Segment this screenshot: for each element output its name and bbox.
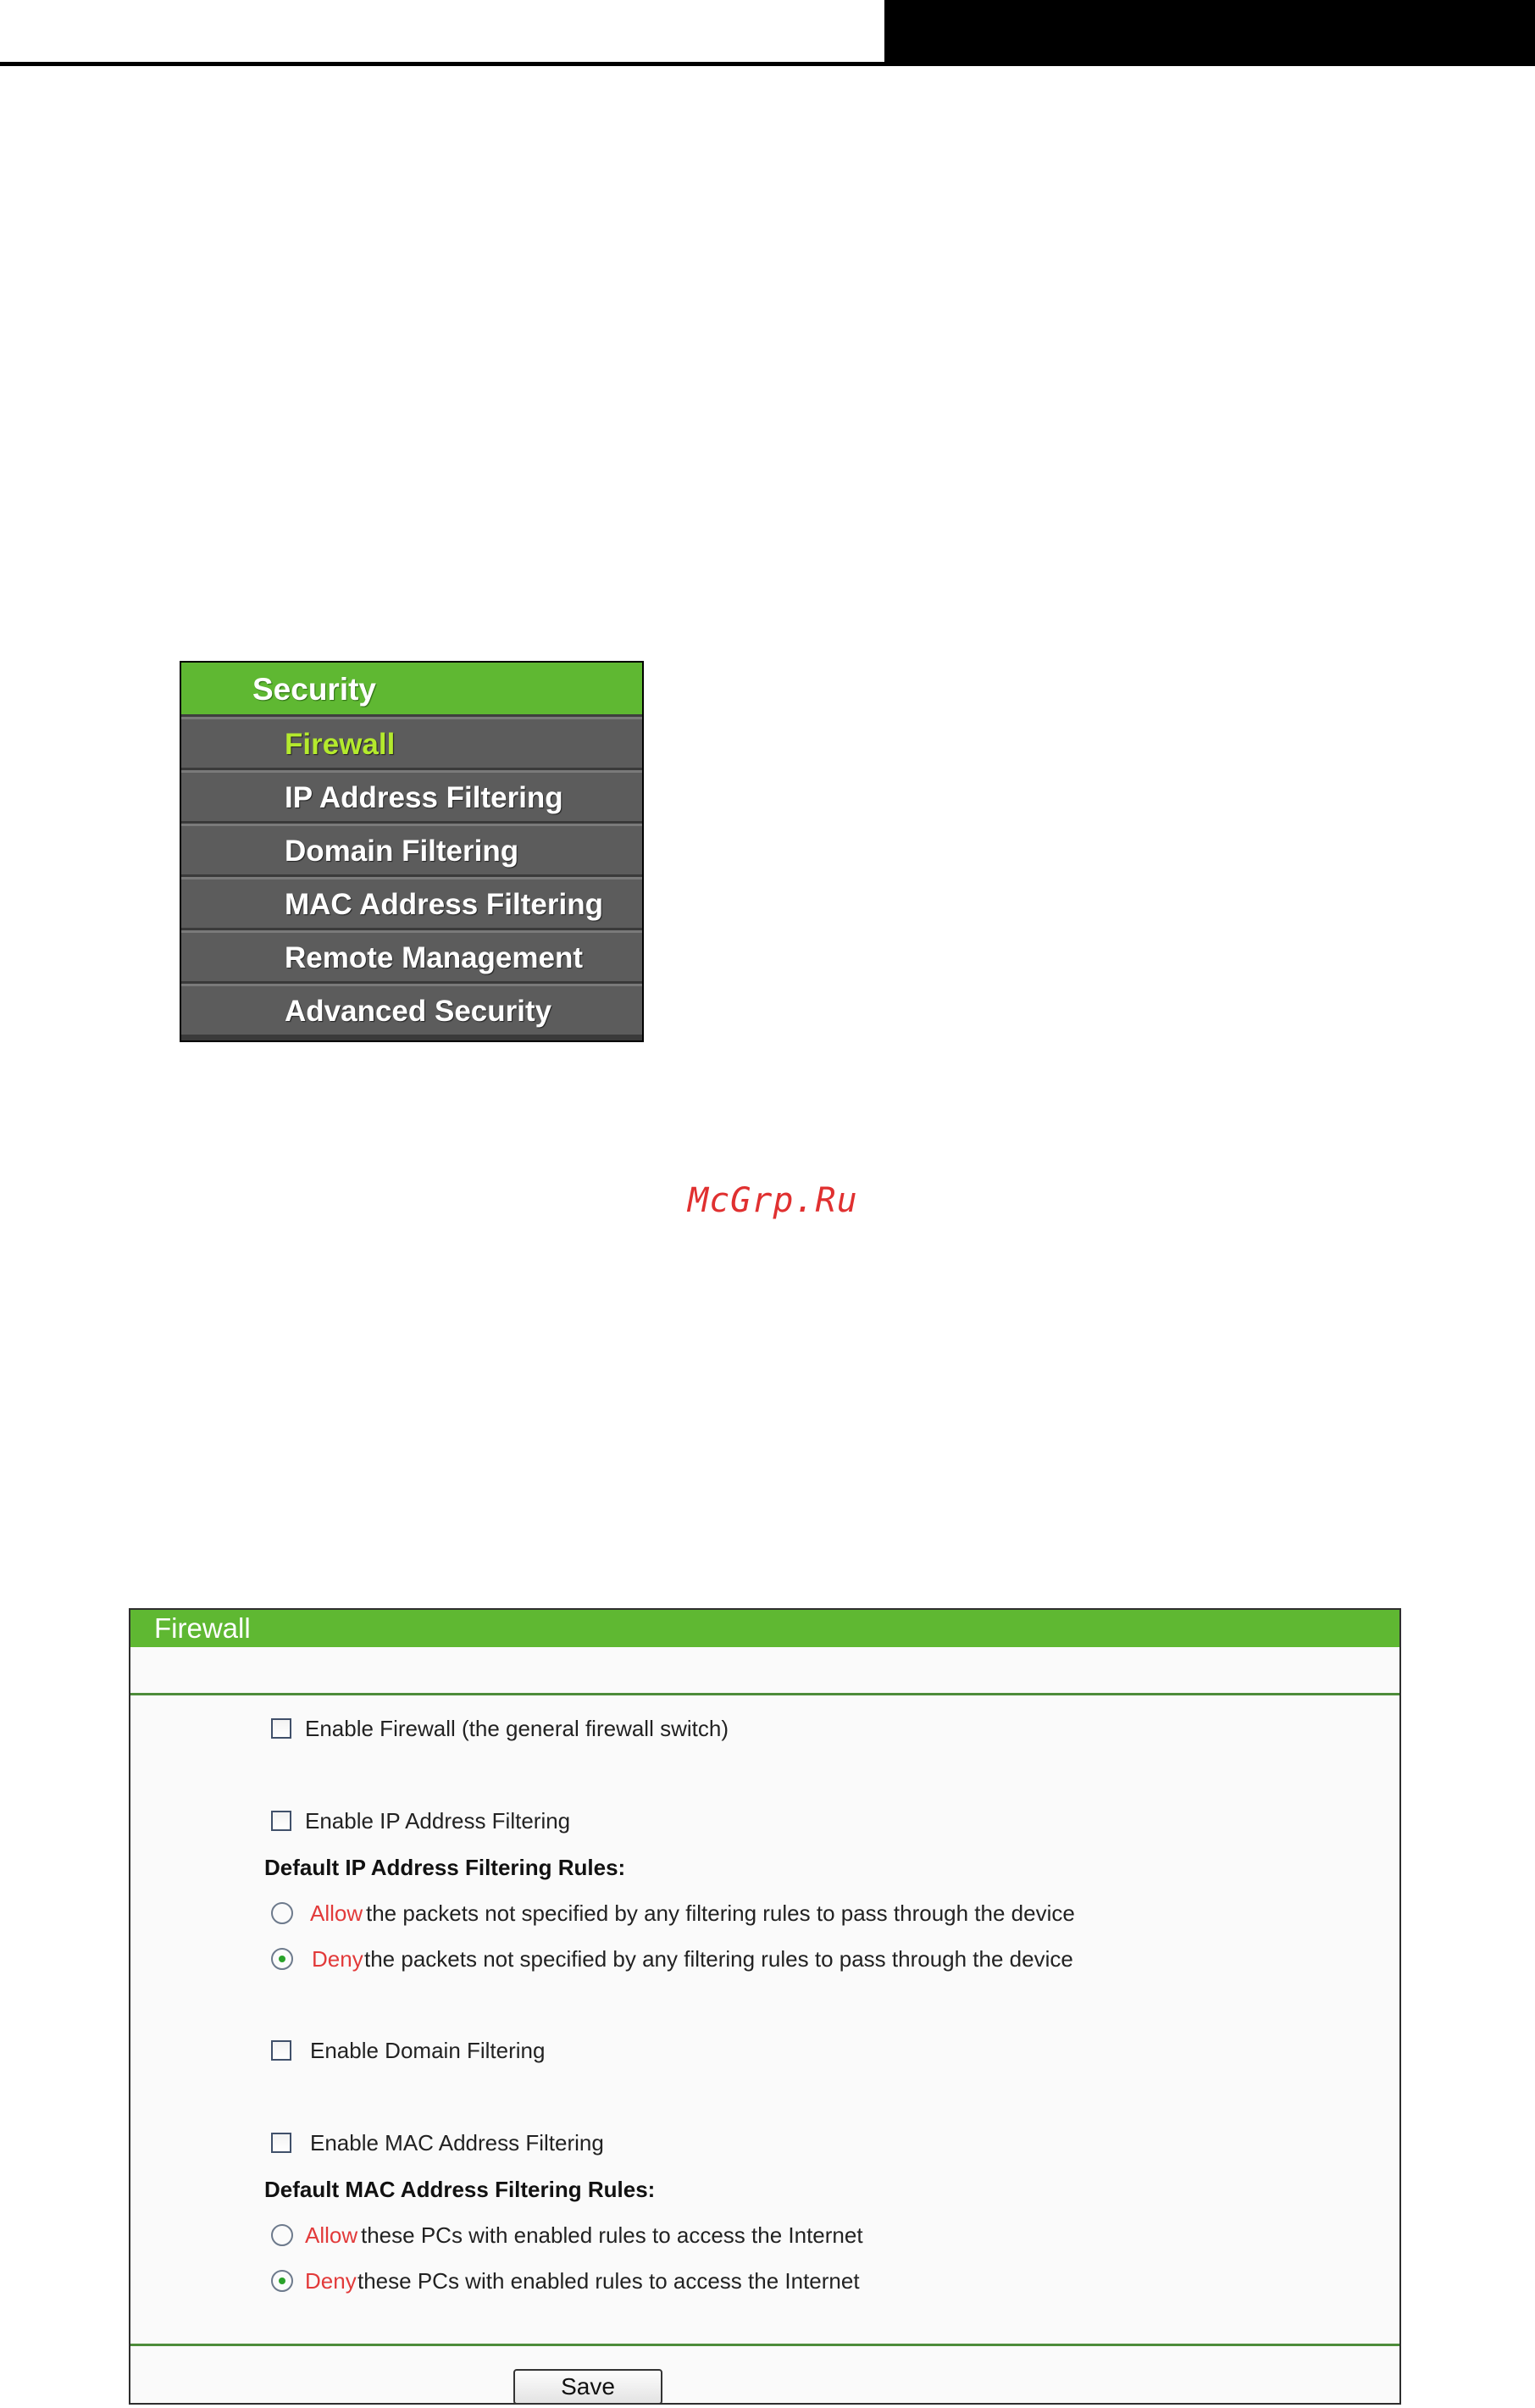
ip-allow-keyword: Allow — [310, 1900, 363, 1926]
menu-item-ip-address-filtering[interactable]: IP Address Filtering — [181, 770, 642, 821]
enable-mac-filtering-checkbox[interactable] — [271, 2133, 291, 2153]
mac-allow-radio[interactable] — [271, 2224, 293, 2246]
ip-deny-keyword: Deny — [312, 1946, 363, 1972]
mac-deny-keyword: Deny — [305, 2268, 357, 2294]
menu-item-mac-address-filtering[interactable]: MAC Address Filtering — [181, 877, 642, 928]
mac-allow-keyword: Allow — [305, 2222, 358, 2248]
panel-title: Firewall — [130, 1610, 1399, 1647]
enable-ip-filtering-label: Enable IP Address Filtering — [305, 1808, 571, 1834]
enable-domain-filtering-checkbox[interactable] — [271, 2040, 291, 2061]
header-block — [884, 0, 1535, 62]
ip-deny-text: the packets not specified by any filtering rules to pass through the device — [364, 1946, 1073, 1972]
menu-item-domain-filtering[interactable]: Domain Filtering — [181, 824, 642, 874]
watermark: McGrp.Ru — [688, 1181, 858, 1220]
menu-item-firewall[interactable]: Firewall — [181, 717, 642, 768]
save-button[interactable]: Save — [513, 2369, 662, 2405]
menu-title-security[interactable]: Security — [181, 663, 642, 717]
ip-allow-radio[interactable] — [271, 1902, 293, 1924]
mac-rules-heading: Default MAC Address Filtering Rules: — [264, 2177, 656, 2202]
separator-bottom — [130, 2344, 1399, 2346]
mac-deny-text: these PCs with enabled rules to access the Internet — [357, 2268, 860, 2294]
enable-domain-filtering-label: Enable Domain Filtering — [310, 2038, 546, 2063]
enable-firewall-label: Enable Firewall (the general firewall switch) — [305, 1716, 729, 1741]
menu-item-advanced-security[interactable]: Advanced Security — [181, 984, 642, 1035]
enable-ip-filtering-checkbox[interactable] — [271, 1811, 291, 1831]
firewall-panel — [129, 1608, 1401, 2405]
ip-allow-text: the packets not specified by any filtering rules to pass through the device — [366, 1900, 1075, 1926]
mac-deny-radio[interactable] — [271, 2270, 293, 2292]
header-rule — [0, 62, 1535, 66]
security-menu — [180, 661, 644, 1042]
separator-top — [130, 1693, 1399, 1695]
mac-allow-text: these PCs with enabled rules to access the Internet — [361, 2222, 863, 2248]
ip-rules-heading: Default IP Address Filtering Rules: — [264, 1855, 626, 1880]
menu-item-remote-management[interactable]: Remote Management — [181, 930, 642, 981]
ip-deny-radio[interactable] — [271, 1948, 293, 1970]
enable-firewall-checkbox[interactable] — [271, 1718, 291, 1739]
enable-mac-filtering-label: Enable MAC Address Filtering — [310, 2130, 604, 2156]
